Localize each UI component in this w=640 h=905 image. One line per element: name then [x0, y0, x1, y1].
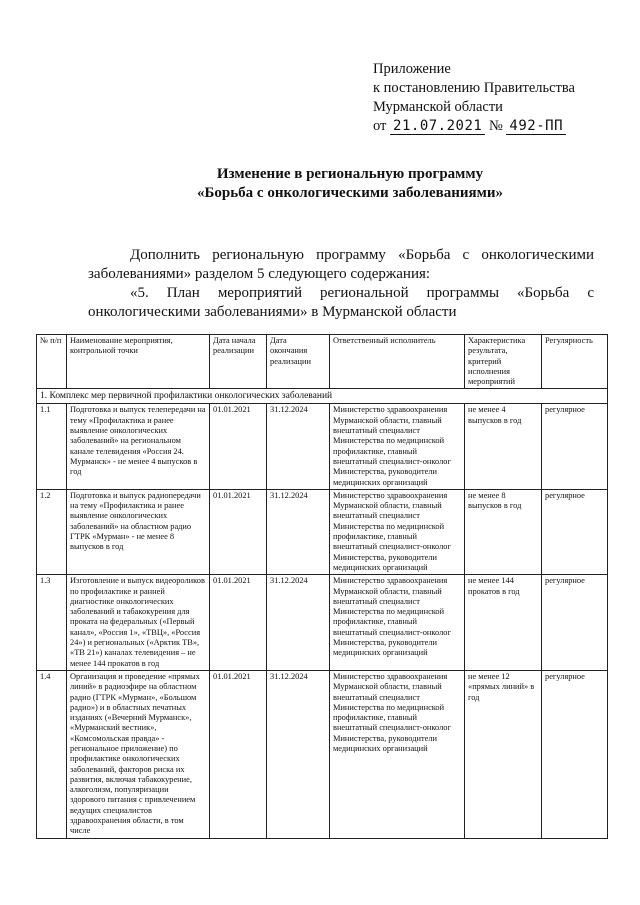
document-date: 21.07.2021	[390, 118, 485, 135]
row-end-date: 31.12.2024	[267, 575, 330, 671]
table-header-row	[37, 335, 608, 389]
row-start-date: 01.01.2021	[210, 575, 267, 671]
row-start-date: 01.01.2021	[210, 404, 267, 489]
appendix-date-line	[373, 117, 575, 136]
appendix-region-line: Мурманской области	[373, 99, 503, 115]
title-line-1: Изменение в региональную программу	[216, 166, 484, 182]
section-row	[37, 389, 608, 404]
row-num: 1.4	[37, 670, 67, 838]
number-sign: №	[488, 118, 503, 134]
header-result: Характеристика результата, критерий исполнения мероприятий	[465, 335, 542, 389]
row-end-date: 31.12.2024	[267, 670, 330, 838]
row-responsible: Министерство здравоохранения Мурманской области, главный внештатный специалист Министерства по медицинской профилактике, главный внештатный специалист-онколог Министерства, руководители медицинских организаций	[330, 575, 465, 671]
row-start-date: 01.01.2021	[210, 489, 267, 574]
row-result: не менее 144 прокатов в год	[465, 575, 542, 671]
row-result: не менее 8 выпусков в год	[465, 489, 542, 574]
table-row	[37, 670, 608, 838]
row-num: 1.1	[37, 404, 67, 489]
row-name: Изготовление и выпуск видеороликов по профилактике и ранней диагностике онкологических заболеваний и табакокурения для проката на федеральных («Первый канал», «Россия 1», «ТВЦ», «Россия 24») и региональных («Арктик ТВ», «ТВ 21») каналах телевидения – не менее 144 прокатов в год	[67, 575, 210, 671]
row-end-date: 31.12.2024	[267, 489, 330, 574]
intro-paragraph-1: Дополнить региональную программу «Борьба с онкологическими заболеваниями» разделом 5 следующего содержания:	[88, 247, 594, 282]
row-responsible: Министерство здравоохранения Мурманской области, главный внештатный специалист Министерства по медицинской профилактике, главный внештатный специалист-онколог Министерства, руководители медицинских организаций	[330, 404, 465, 489]
table-row	[37, 404, 608, 489]
appendix-block	[373, 60, 575, 136]
header-end-date: Дата окончания реализации	[267, 335, 330, 389]
row-num: 1.2	[37, 489, 67, 574]
table-row	[37, 489, 608, 574]
row-regularity: регулярное	[542, 489, 608, 574]
row-regularity: регулярное	[542, 670, 608, 838]
row-start-date: 01.01.2021	[210, 670, 267, 838]
row-regularity: регулярное	[542, 404, 608, 489]
row-num: 1.3	[37, 575, 67, 671]
document-title	[0, 165, 640, 203]
header-name: Наименование мероприятия, контрольной точки	[67, 335, 210, 389]
section-title: 1. Комплекс мер первичной профилактики онкологических заболеваний	[37, 389, 608, 404]
header-regularity: Регулярность	[542, 335, 608, 389]
row-responsible: Министерство здравоохранения Мурманской области, главный внештатный специалист Министерства по медицинской профилактике, главный внештатный специалист-онколог Министерства, руководители медицинских организаций	[330, 670, 465, 838]
plan-table	[36, 334, 608, 839]
row-result: не менее 4 выпусков в год	[465, 404, 542, 489]
header-start-date: Дата начала реализации	[210, 335, 267, 389]
header-num: № п/п	[37, 335, 67, 389]
intro-paragraph-2: «5. План мероприятий региональной программы «Борьба с онкологическими заболеваниями» в Мурманской области	[88, 285, 594, 320]
header-responsible: Ответственный исполнитель	[330, 335, 465, 389]
date-prefix: от	[373, 118, 387, 134]
row-name: Организация и проведение «прямых линий» в радиоэфире на областном радио (ГТРК «Мурман», «Большом радио») и в областных печатных изданиях («Вечерний Мурманск», «Мурманский вестник», «Комсомольская правда» - региональное приложение) по профилактике онкологических заболеваний, факторов риска их развития, включая табакокурение, алкоголизм, популяризации здорового питания с привлечением ведущих специалистов здравоохранения области, в том числе	[67, 670, 210, 838]
row-name: Подготовка и выпуск радиопередачи на тему «Профилактика и ранее выявление онкологических заболеваний» на областном радио ГТРК «Мурман» - не менее 8 выпусков в год	[67, 489, 210, 574]
row-responsible: Министерство здравоохранения Мурманской области, главный внештатный специалист Министерства по медицинской профилактике, главный внештатный специалист-онколог Министерства, руководители медицинских организаций	[330, 489, 465, 574]
intro-text	[88, 246, 594, 322]
document-number: 492-ПП	[506, 118, 566, 135]
appendix-title: Приложение	[373, 61, 451, 77]
row-result: не менее 12 «прямых линий» в год	[465, 670, 542, 838]
row-name: Подготовка и выпуск телепередачи на тему «Профилактика и ранее выявление онкологических заболеваний» на региональном канале телевидения «Россия 24. Мурманск» - не менее 4 выпусков в год	[67, 404, 210, 489]
appendix-resolution-line: к постановлению Правительства	[373, 80, 575, 96]
title-line-2: «Борьба с онкологическими заболеваниями»	[196, 185, 504, 201]
row-end-date: 31.12.2024	[267, 404, 330, 489]
row-regularity: регулярное	[542, 575, 608, 671]
table-row	[37, 575, 608, 671]
